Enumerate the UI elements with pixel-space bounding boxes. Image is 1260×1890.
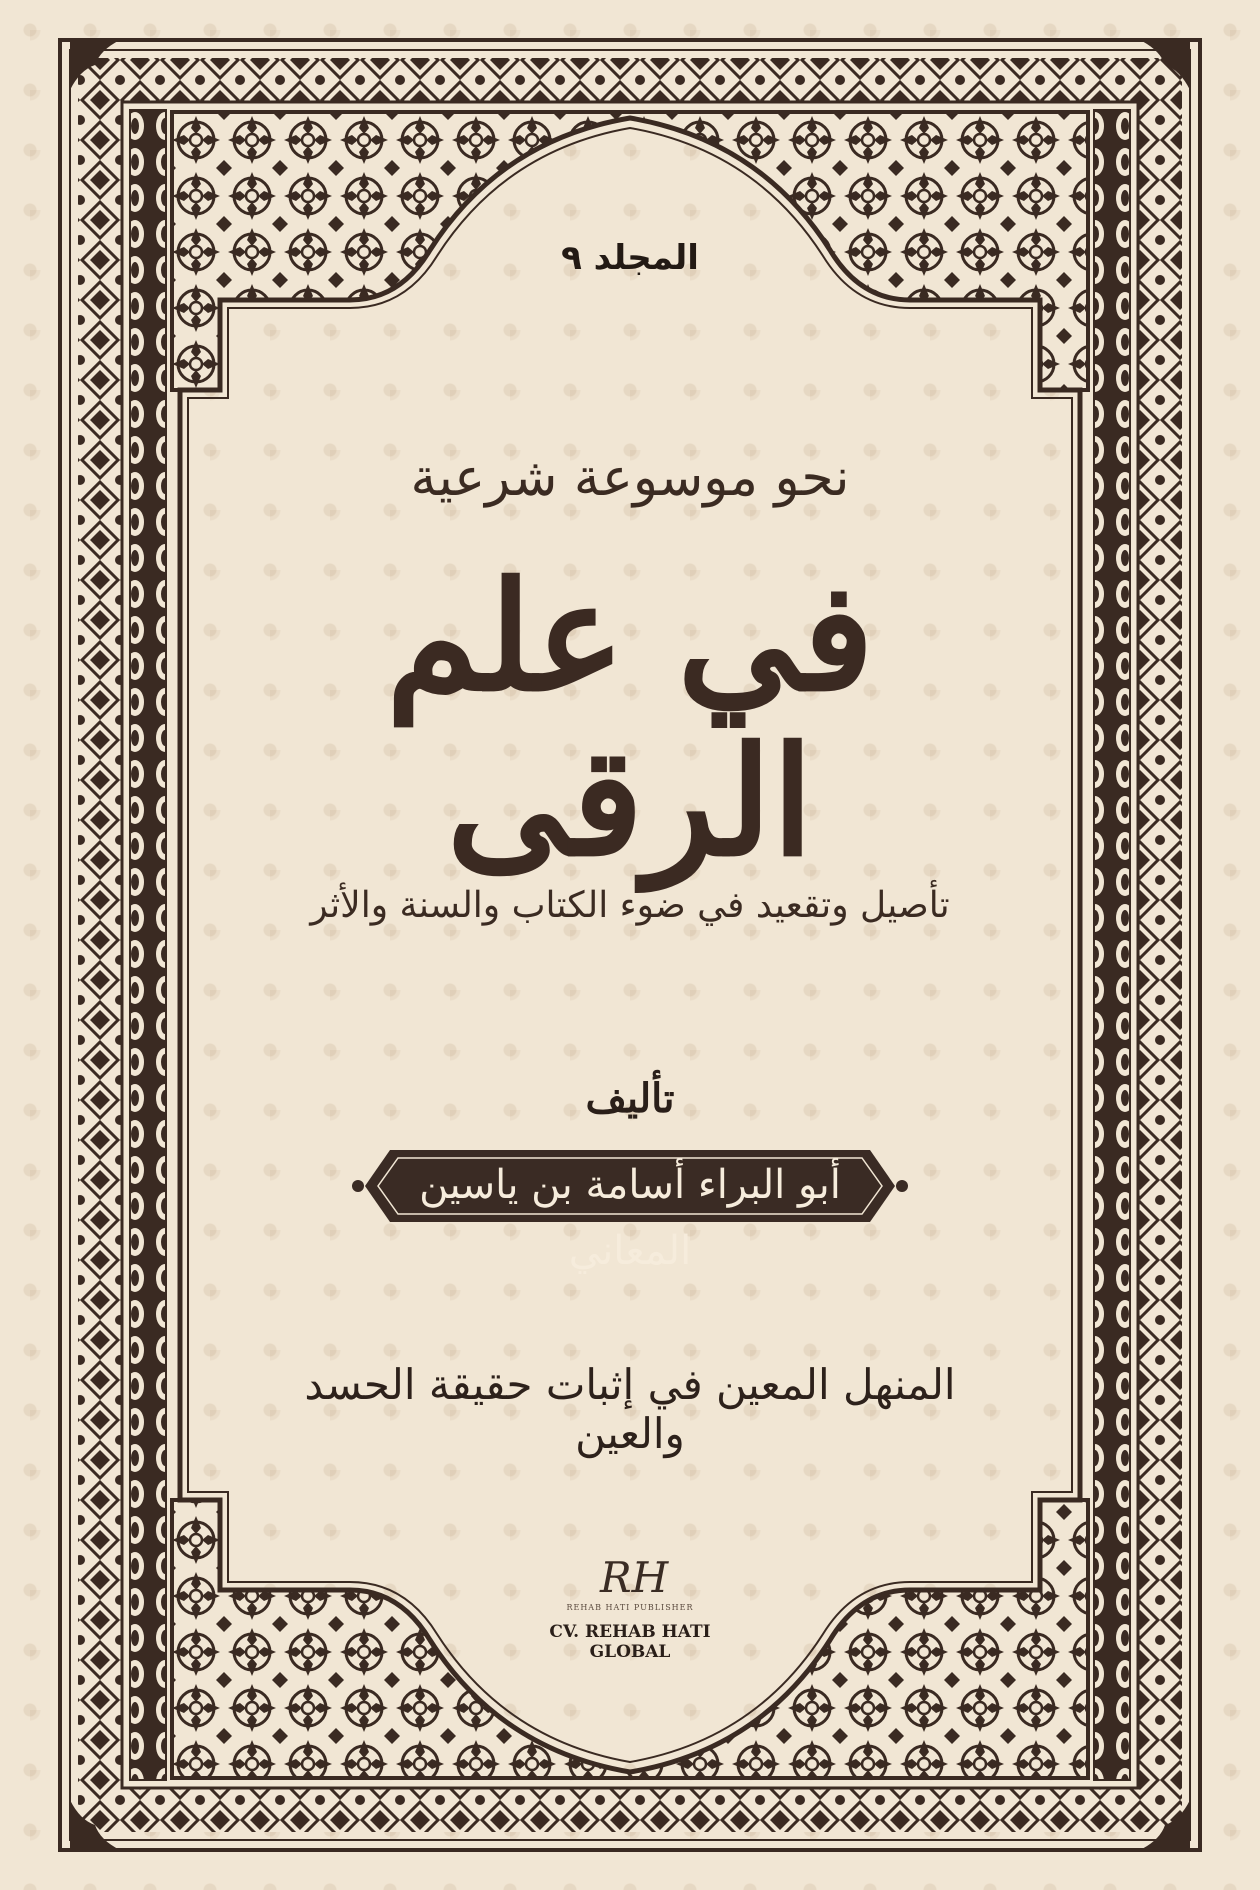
book-title: المنهل المعين في إثبات حقيقة الحسد والعين [304,1360,956,1458]
publisher-logo-caption: REHAB HATI PUBLISHER [566,1603,694,1612]
publisher-logo-icon: RH [600,1553,669,1602]
publisher-name-line2: GLOBAL [589,1642,671,1662]
authored-by-label: تأليف [585,1075,675,1122]
publisher-name-line1: CV. REHAB HATI [549,1622,711,1642]
author-name: أبو البراء أسامة بن ياسين المعاني [419,1162,841,1274]
volume-label: المجلد ٩ [561,238,699,278]
series-line: نحو موسوعة شرعية [410,448,850,508]
subtitle: تأصيل وتقعيد في ضوء الكتاب والسنة والأثر [310,885,950,926]
main-title: في علم الرقى [386,549,874,890]
publisher-name [520,1622,740,1662]
